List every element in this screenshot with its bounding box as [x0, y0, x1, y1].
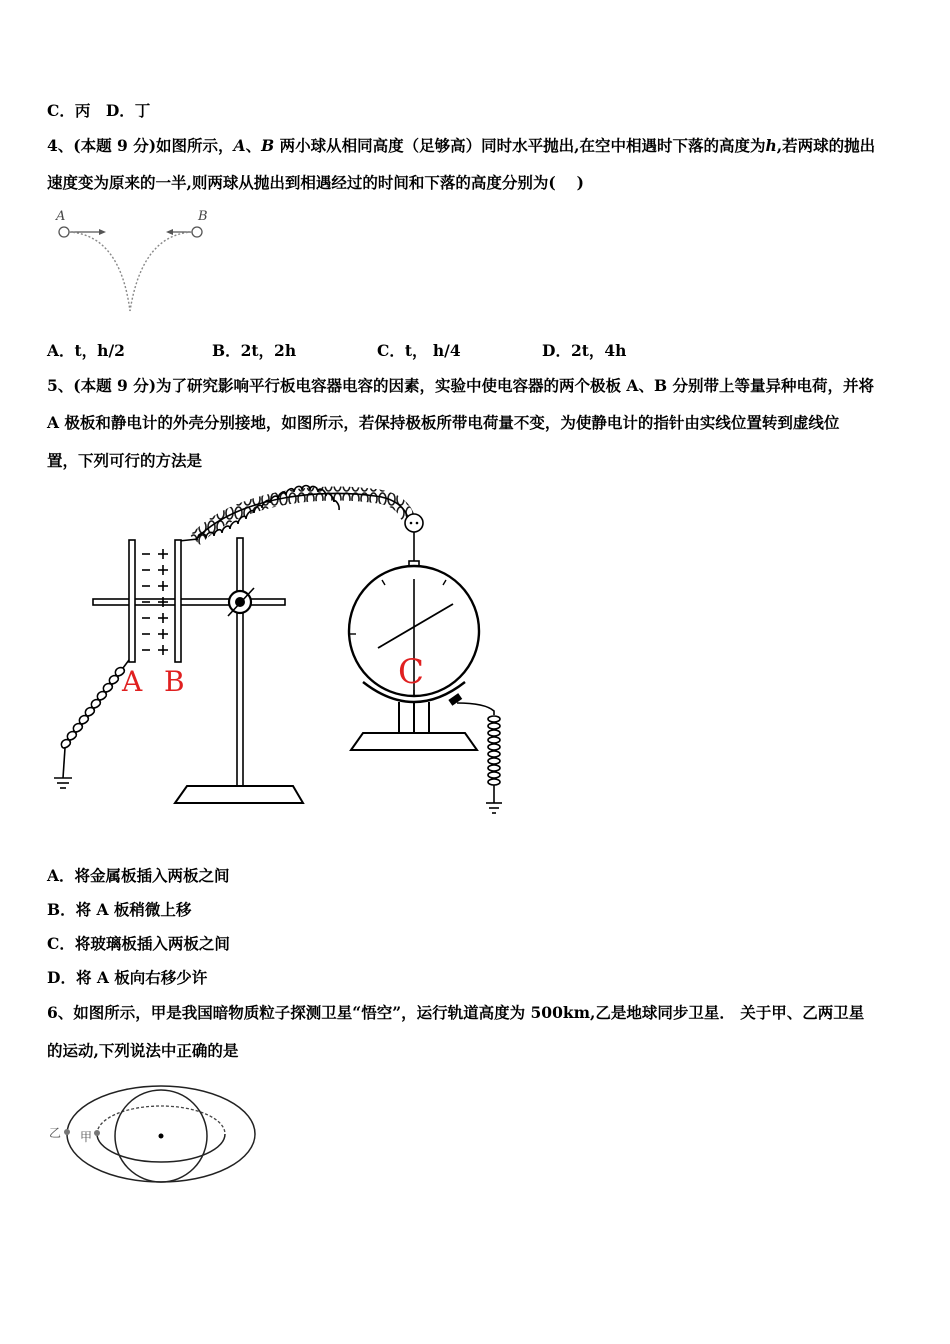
q4-stem-part: 两小球从相同高度（足够高）同时水平抛出,在空中相遇时下落的高度为	[274, 136, 766, 155]
q4-stem-line2: 速度变为原来的一半,则两球从抛出到相遇经过的时间和下落的高度分别为( )	[47, 173, 584, 192]
q4-option-a: A．t，h/2	[47, 341, 125, 360]
q6-satellite-jia	[94, 1130, 100, 1136]
q4-height-h: h	[765, 136, 777, 155]
q4-option-b: B．2t，2h	[212, 341, 297, 360]
q5-ground-coil-left	[61, 660, 129, 778]
q4-fig-label-b: B	[198, 209, 208, 224]
q5-stem-line2: A 极板和静电计的外壳分别接地，如图所示，若保持极板所带电荷量不变，为使静电计的指针由实线位置转到虚线位	[47, 413, 840, 432]
q6-label-jia: 甲	[80, 1130, 93, 1144]
q6-stem-line2: 的运动,下列说法中正确的是	[47, 1041, 239, 1060]
q5-stand-base	[175, 786, 303, 803]
q4-figure	[50, 205, 220, 320]
q4-fig-label-a: A	[56, 209, 66, 224]
q5-plate-a	[129, 540, 135, 662]
q4-stem-part: ,若两球的抛出	[776, 136, 876, 155]
q4-ball-a: A	[233, 136, 246, 155]
q6-earth-center	[159, 1134, 164, 1139]
q6-label-yi: 乙	[49, 1126, 62, 1140]
q5-label-c: C	[398, 652, 425, 692]
q4-ball-b-circle	[192, 227, 202, 237]
q5-ground-symbol-left	[54, 778, 72, 788]
q5-ground-symbol-right	[486, 803, 502, 813]
q5-spring-wire-top	[195, 486, 408, 541]
q4-stem-part: 4、(本题 9 分)如图所示，	[47, 136, 234, 155]
q4-sep: 、	[245, 136, 262, 155]
q6-figure	[45, 1078, 265, 1193]
q6-satellite-yi	[64, 1129, 70, 1135]
q4-ball-b: B	[261, 136, 275, 155]
q6-orbit-jia-back	[97, 1106, 225, 1134]
q5-figure	[45, 478, 525, 823]
q4-trajectory-a	[69, 232, 130, 311]
q5-stem-line1: 5、(本题 9 分)为了研究影响平行板电容器电容的因素，实验中使电容器的两个极板 A、B 分别带上等量异种电荷，并将	[47, 376, 874, 395]
q5-stand-crossbar	[93, 599, 285, 605]
q4-stem-line1	[47, 136, 875, 156]
q5-option-c: C．将玻璃板插入两板之间	[47, 934, 230, 953]
q4-trajectory-b	[130, 232, 192, 311]
q6-stem-line1: 6、如图所示，甲是我国暗物质粒子探测卫星“悟空”，运行轨道高度为 500km,乙是地球同步卫星． 关于甲、乙两卫星	[47, 1003, 865, 1022]
q5-ground-coil-right	[488, 716, 500, 803]
q4-ball-a-circle	[59, 227, 69, 237]
q4-option-c: C．t， h/4	[377, 341, 461, 360]
q5-option-d: D．将 A 板向右移少许	[47, 968, 208, 987]
q5-option-a: A．将金属板插入两板之间	[47, 866, 230, 885]
q5-label-b: B	[164, 665, 185, 698]
q5-label-a: A	[122, 665, 143, 698]
q5-stand-pole	[237, 538, 243, 786]
q5-electroscope-knob	[405, 514, 423, 532]
q3-options-line: C．丙 D．丁	[47, 101, 151, 120]
q5-electroscope-base	[351, 733, 477, 750]
q5-plate-b	[175, 540, 181, 662]
q4-option-d: D．2t，4h	[542, 341, 627, 360]
q5-stem-line3: 置，下列可行的方法是	[47, 451, 203, 470]
q5-option-b: B．将 A 板稍微上移	[47, 900, 192, 919]
